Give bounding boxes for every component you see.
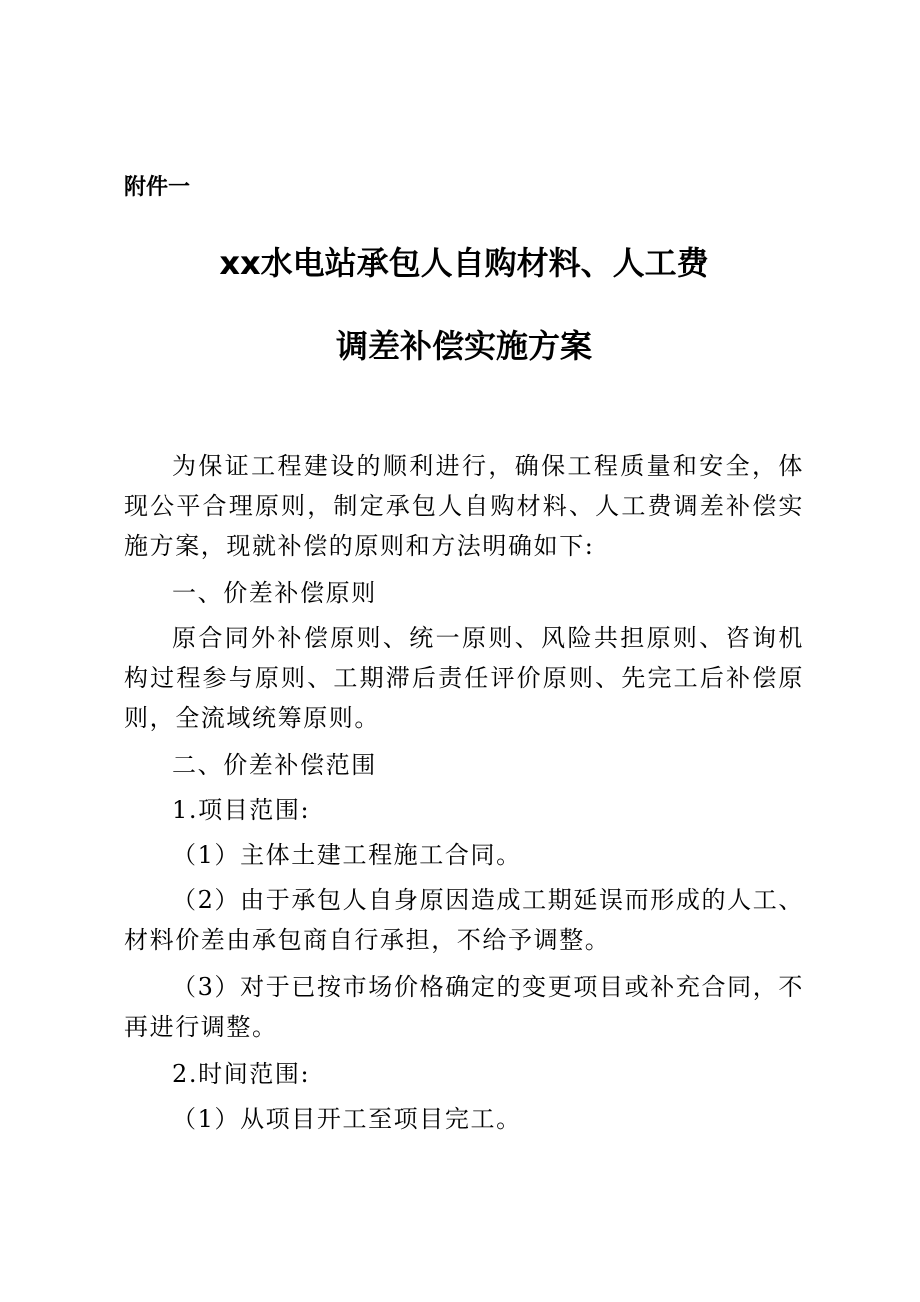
intro-paragraph: 为保证工程建设的顺利进行，确保工程质量和安全，体现公平合理原则，制定承包人自购材料、人工费调差补偿实施方案，现就补偿的原则和方法明确如下: [124, 452, 804, 560]
time-item-1: （1）从项目开工至项目完工。 [172, 1105, 522, 1133]
subsection-time-scope: 2.时间范围: [172, 1060, 311, 1088]
principles-paragraph: 原合同外补偿原则、统一原则、风险共担原则、咨询机构过程参与原则、工期滞后责任评价原则、先完工后补偿原则，全流域统筹原则。 [124, 624, 804, 732]
section-heading-principles: 一、价差补偿原则 [172, 579, 377, 607]
scope-item-2: （2）由于承包人自身原因造成工期延误而形成的人工、材料价差由承包商自行承担，不给予调整。 [124, 886, 804, 954]
document-title-line-1: xx水电站承包人自购材料、人工费 [219, 244, 709, 282]
scope-item-1: （1）主体土建工程施工合同。 [172, 841, 522, 869]
scope-item-3: （3）对于已按市场价格确定的变更项目或补充合同，不再进行调整。 [124, 973, 804, 1041]
document-body [124, 446, 804, 1144]
document-title-line-2: 调差补偿实施方案 [335, 327, 592, 365]
section-heading-scope: 二、价差补偿范围 [172, 751, 377, 779]
subsection-project-scope: 1.项目范围: [172, 796, 311, 824]
attachment-label: 附件一 [124, 175, 191, 200]
